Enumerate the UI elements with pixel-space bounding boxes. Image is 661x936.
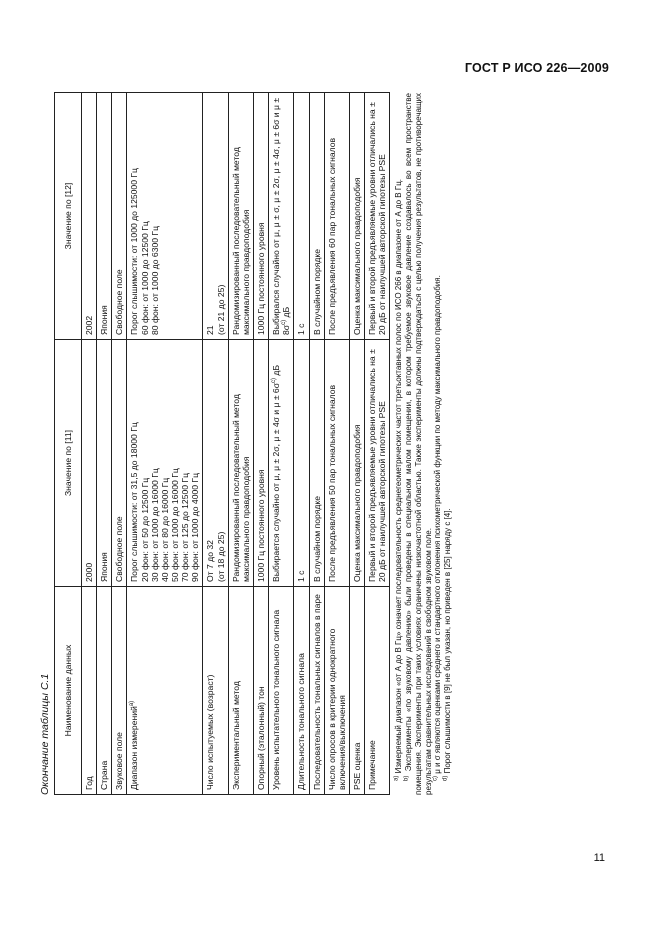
page-number: 11 [593, 852, 605, 864]
footnote-ref: c) [271, 377, 278, 383]
rotated-table-area [36, 93, 506, 795]
column-header: Значение по [12] [55, 93, 82, 340]
table-row [309, 93, 324, 795]
table-row [294, 93, 309, 795]
column-header: Значение по [11] [55, 340, 82, 587]
row-name: Год [82, 587, 97, 795]
table-row [269, 93, 294, 795]
table-caption: Окончание таблицы С.1 [39, 673, 51, 795]
range-line: Порог слышимости: от 31,5 до 18000 Гц [129, 422, 140, 582]
row-name: Экспериментальный метод [228, 587, 253, 795]
footnote-mark: b) [403, 775, 410, 781]
footnote: $^{b)}$ Эксперименты «по звуковому давлению» были проведены в специальном малом помещении, в котором требуемое звуковое давление создавалось во всем пространстве помещения. Эксперименты при таких условиях ограничены низкочастотной областью. Также эксперименты должны подтверждаться с целью получения результатов, не противоречащих результатам сравнительных исследований в свободном звуковом поле. [403, 93, 433, 795]
range-line: 60 фон: от 1000 до 12500 Гц [139, 221, 150, 335]
row-name: Страна [97, 587, 112, 795]
range-line: 30 фон: от 1000 до 16000 Гц [149, 468, 160, 582]
footnote-ref: a) [129, 700, 136, 707]
document-header: ГОСТ Р ИСО 226—2009 [464, 61, 609, 75]
cell-value-12: В случайном порядке [309, 93, 324, 340]
range-line: 90 фон: от 1000 до 4000 Гц [190, 473, 201, 582]
row-name: Уровень испытательного тонального сигнала [269, 587, 294, 795]
range-line: Порог слышимости: от 1000 до 125000 Гц [129, 168, 140, 335]
cell-value-12: Рандомизированный последовательный метод максимального правдоподобия [228, 93, 253, 340]
cell-value-11: В случайном порядке [309, 340, 324, 587]
range-line: 70 фон: от 125 до 12500 Гц [180, 473, 191, 582]
cell-value-12: Оценка максимального правдоподобия [349, 93, 364, 340]
column-header: Наименование данных [55, 587, 82, 795]
table-row [228, 93, 253, 795]
row-name: Опорный (эталонный) тон [253, 587, 268, 795]
subjects-age: (от 18 до 25) [215, 531, 226, 582]
range-line: 20 фон: от 50 до 12500 Гц [139, 477, 150, 582]
range-line: 40 фон: от 80 до 16000 Гц [159, 477, 170, 582]
cell-value-12 [127, 93, 203, 340]
cell-value-12: 1 с [294, 93, 309, 340]
cell-value-12: Выбирался случайно от μ, μ ± σ, μ ± 2σ, μ ± 4σ, μ ± 6σ и $\mu \pm 8\sigma^{c)}$ дБ [269, 93, 294, 340]
cell-value-12: 2002 [82, 93, 97, 340]
footnote: $^{d)}$ Порог слышимости в [9] не был указан, но приведен в [25] наряду с [4]. [442, 508, 453, 781]
cell-value-12: 1000 Гц постоянного уровня [253, 93, 268, 340]
cell-value-11 [203, 340, 228, 587]
cell-value-11: 1 с [294, 340, 309, 587]
cell-value-12: Свободное поле [112, 93, 127, 340]
cell-value-11: Рандомизированный последовательный метод максимального правдоподобия [228, 340, 253, 587]
cell-value-11: Свободное поле [112, 340, 127, 587]
cell-value-12: Япония [97, 93, 112, 340]
footnotes [394, 93, 453, 795]
table-row [82, 93, 97, 795]
table-header-row [55, 93, 82, 795]
cell-value-11: Выбирается случайно от μ, μ ± 2σ, μ ± 4σ и $\mu \pm 6\sigma^{c)}$ дБ [269, 340, 294, 587]
data-table [54, 92, 390, 795]
subjects-count: От 7 до 32 [205, 540, 216, 582]
row-name: PSE оценка [349, 587, 364, 795]
cell-value-11: 2000 [82, 340, 97, 587]
table-row [127, 93, 203, 795]
footnote-mark: c) [432, 776, 439, 781]
row-name: Последовательность тональных сигналов в паре [309, 587, 324, 795]
cell-value-11: Япония [97, 340, 112, 587]
table-row [112, 93, 127, 795]
row-name: Звуковое поле [112, 587, 127, 795]
table-row [97, 93, 112, 795]
footnote-ref: c) [281, 319, 288, 325]
cell-value-11 [127, 340, 203, 587]
subjects-count: 21 [205, 325, 216, 335]
row-name: Число испытуемых (возраст) [203, 587, 228, 795]
table-row [349, 93, 364, 795]
row-name: Число опросов в критерии однократного включения/выключения [324, 587, 349, 795]
range-line: 50 фон: от 1000 до 16000 Гц [169, 468, 180, 582]
footnote-mark: d) [442, 775, 449, 781]
cell-value-12 [203, 93, 228, 340]
row-name: Длительность тонального сигнала [294, 587, 309, 795]
cell-value-11: 1000 Гц постоянного уровня [253, 340, 268, 587]
table-row [203, 93, 228, 795]
table-row [253, 93, 268, 795]
cell-value-11: Первый и второй предъявляемые уровни отличались на ± 20 дБ от наилучшей авторской гипотезы PSE [365, 340, 390, 587]
table-row [365, 93, 390, 795]
cell-value-11: После предъявления 50 пар тональных сигналов [324, 340, 349, 587]
subjects-age: (от 21 до 25) [215, 284, 226, 335]
cell-value-12: После предъявления 60 пар тональных сигналов [324, 93, 349, 340]
row-name: Примечание [365, 587, 390, 795]
cell-value-12: Первый и второй предъявляемые уровни отличались на ± 20 дБ от наилучшей авторской гипотезы PSE [365, 93, 390, 340]
range-line: 80 фон: от 1000 до 6300 Гц [149, 226, 160, 335]
table-row [324, 93, 349, 795]
footnote: $^{c)}$ μ и σ являются оценками среднего и стандартного отклонения психометрической функции по методу максимального правдоподобия. [432, 275, 443, 781]
cell-value-11: Оценка максимального правдоподобия [349, 340, 364, 587]
footnote-mark: a) [393, 775, 400, 781]
row-name: Диапазон измерений$^{a)}$ [127, 587, 203, 795]
footnote: $^{a)}$ Измеряемый диапазон «от А до В Гц» означает последовательность среднегеометрических частот третьоктавных полос по ИСО 266 в диапазоне от А до В Гц. [393, 178, 404, 781]
